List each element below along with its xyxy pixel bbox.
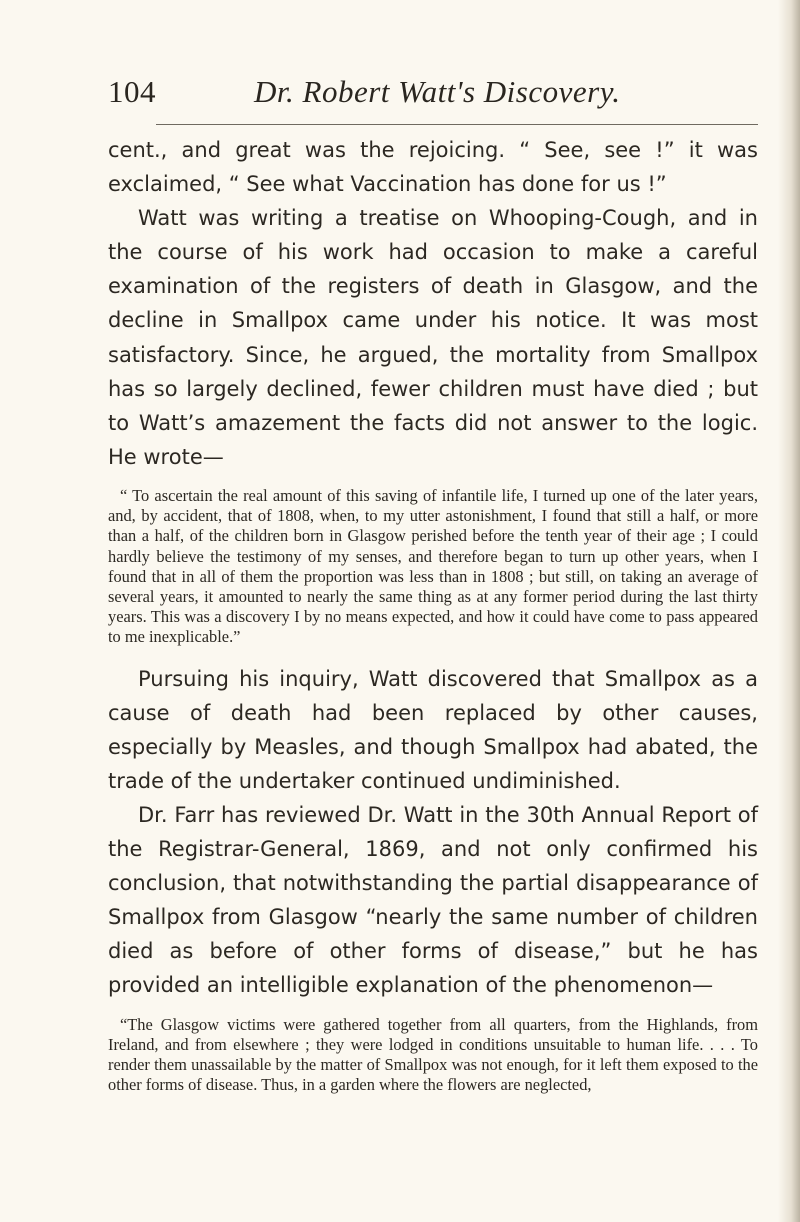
paragraph-1: cent., and great was the rejoicing. “ See, see !” it was exclaimed, “ See what Vaccination has done for us !” [108, 138, 758, 197]
page-body [108, 133, 758, 1109]
paragraph-3: Pursuing his inquiry, Watt discovered that Smallpox as a cause of death had been replaced by other causes, especially by Measles, and though Smallpox had abated, the trade of the undertaker continued undiminished. [108, 666, 758, 793]
page-number: 104 [108, 74, 156, 109]
paragraph-4: Dr. Farr has reviewed Dr. Watt in the 30th Annual Report of the Registrar-General, 1869, and not only confirmed his conclusion, that notwithstanding the partial disappearance of Smallpox from Glasgow “nearly the same number of children died as before of other forms of disease,” but he has provided an intelligible explanation of the phenomenon— [108, 802, 758, 998]
page-edge-shadow [778, 0, 800, 1222]
header-rule [156, 124, 758, 125]
block-quote-2: “The Glasgow victims were gathered together from all quarters, from the Highlands, from Ireland, and from elsewhere ; they were lodged in conditions unsuitable to human life. . . . To render them unassailable by the matter of Smallpox was not enough, for it left them exposed to the other forms of disease. Thus, in a garden where the flowers are neglected, [108, 1014, 758, 1095]
running-title: Dr. Robert Watt's Discovery. [254, 74, 621, 109]
paragraph-2: Watt was writing a treatise on Whooping-Cough, and in the course of his work had occasion to make a careful examination of the registers of death in Glasgow, and the decline in Smallpox came under his notice. It was most satisfactory. Since, he argued, the mortality from Smallpox has so largely declined, fewer children must have died ; but to Watt’s amazement the facts did not answer to the logic. He wrote— [108, 206, 758, 469]
page-header [108, 74, 758, 114]
block-quote-1: “ To ascertain the real amount of this saving of infantile life, I turned up one of the later years, and, by accident, that of 1808, when, to my utter astonishment, I found that still a half, or more than a half, of the children born in Glasgow perished before the tenth year of their age ; I could hardly believe the testimony of my senses, and therefore began to turn up other years, when I found that in all of them the proportion was less than in 1808 ; but still, on taking an average of several years, it amounted to nearly the same thing as at any former period during the last thirty years. This was a discovery I by no means expected, and how it could have come to pass appeared to me inexplicable.” [108, 485, 758, 647]
